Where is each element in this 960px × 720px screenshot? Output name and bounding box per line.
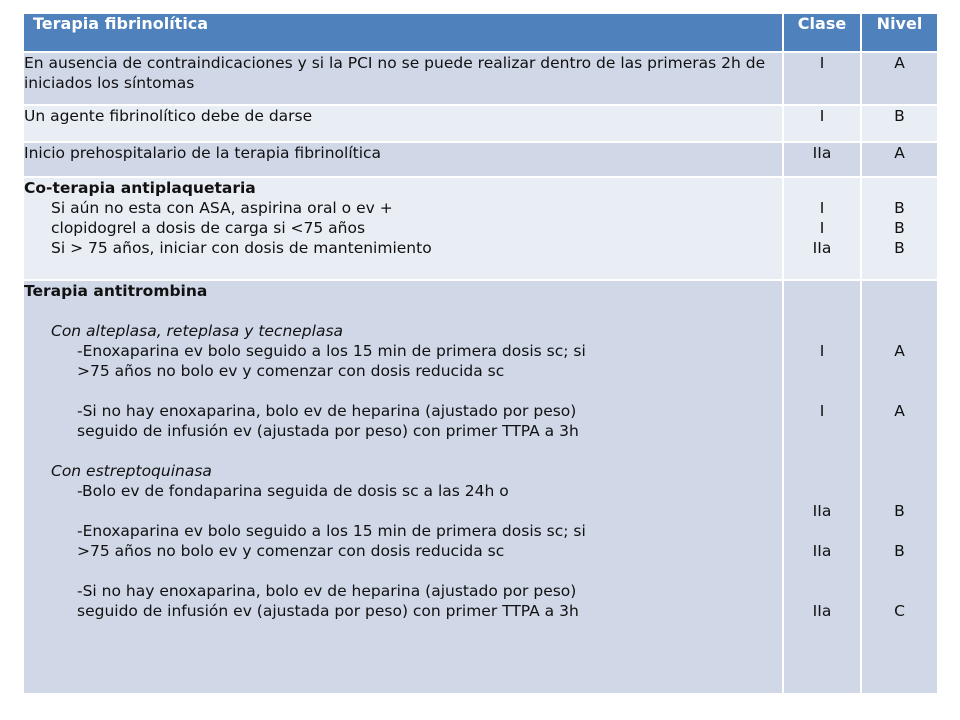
table-row: [24, 52, 937, 105]
antithrombin-clase: I: [819, 342, 825, 360]
header-nivel: Nivel: [861, 14, 937, 52]
cotherapy-niveles: [861, 177, 937, 280]
antithrombin-nivel: A: [894, 402, 905, 420]
antithrombin-cell: [24, 280, 783, 694]
row-nivel: B: [861, 105, 937, 142]
row-nivel: A: [861, 142, 937, 177]
cotherapy-line: clopidogrel a dosis de carga si <75 años: [51, 219, 366, 237]
antithrombin-nivel: B: [894, 542, 905, 560]
antithrombin-niveles: [861, 280, 937, 694]
row-text: Un agente fibrinolítico debe de darse: [24, 105, 783, 142]
antithrombin-line: -Enoxaparina ev bolo seguido a los 15 min de primera dosis sc; si: [77, 342, 586, 360]
table-row: [24, 105, 937, 142]
cotherapy-nivel: B: [894, 219, 905, 237]
antithrombin-nivel: C: [894, 602, 905, 620]
row-clase: I: [783, 52, 861, 105]
cotherapy-line: Si aún no esta con ASA, aspirina oral o ev +: [51, 199, 393, 217]
antithrombin-line: -Enoxaparina ev bolo seguido a los 15 min de primera dosis sc; si: [77, 522, 586, 540]
recommendations-table: [24, 14, 937, 695]
cotherapy-line: Si > 75 años, iniciar con dosis de mantenimiento: [51, 239, 432, 257]
antithrombin-line: seguido de infusión ev (ajustada por peso) con primer TTPA a 3h: [77, 602, 579, 620]
row-clase: IIa: [783, 142, 861, 177]
antithrombin-nivel: B: [894, 502, 905, 520]
antithrombin-clase: IIa: [812, 502, 832, 520]
cotherapy-cell: [24, 177, 783, 280]
cotherapy-clase: I: [819, 199, 825, 217]
antithrombin-line: -Si no hay enoxaparina, bolo ev de heparina (ajustado por peso): [77, 582, 577, 600]
antithrombin-title: Terapia antitrombina: [24, 282, 208, 300]
table-row-antithrombin: [24, 280, 937, 694]
cotherapy-nivel: B: [894, 239, 905, 257]
table-row: [24, 142, 937, 177]
cotherapy-clase: I: [819, 219, 825, 237]
antithrombin-group-title: Con estreptoquinasa: [51, 462, 212, 480]
cotherapy-title: Co-terapia antiplaquetaria: [24, 179, 256, 197]
header-clase: Clase: [783, 14, 861, 52]
row-nivel: A: [861, 52, 937, 105]
table-header-row: [24, 14, 937, 52]
antithrombin-line: >75 años no bolo ev y comenzar con dosis reducida sc: [77, 542, 505, 560]
antithrombin-line: -Bolo ev de fondaparina seguida de dosis sc a las 24h o: [77, 482, 509, 500]
cotherapy-clase: IIa: [812, 239, 832, 257]
antithrombin-clase: IIa: [812, 602, 832, 620]
table-row-cotherapy: [24, 177, 937, 280]
row-text: En ausencia de contraindicaciones y si la PCI no se puede realizar dentro de las primeras 2h de iniciados los síntomas: [24, 52, 783, 105]
row-clase: I: [783, 105, 861, 142]
cotherapy-nivel: B: [894, 199, 905, 217]
antithrombin-clases: [783, 280, 861, 694]
antithrombin-line: >75 años no bolo ev y comenzar con dosis reducida sc: [77, 362, 505, 380]
antithrombin-line: seguido de infusión ev (ajustada por peso) con primer TTPA a 3h: [77, 422, 579, 440]
header-therapy: Terapia fibrinolítica: [24, 14, 783, 52]
antithrombin-clase: I: [819, 402, 825, 420]
antithrombin-line: -Si no hay enoxaparina, bolo ev de heparina (ajustado por peso): [77, 402, 577, 420]
antithrombin-group-title: Con alteplasa, reteplasa y tecneplasa: [51, 322, 344, 340]
antithrombin-nivel: A: [894, 342, 905, 360]
row-text: Inicio prehospitalario de la terapia fibrinolítica: [24, 142, 783, 177]
cotherapy-clases: [783, 177, 861, 280]
antithrombin-clase: IIa: [812, 542, 832, 560]
